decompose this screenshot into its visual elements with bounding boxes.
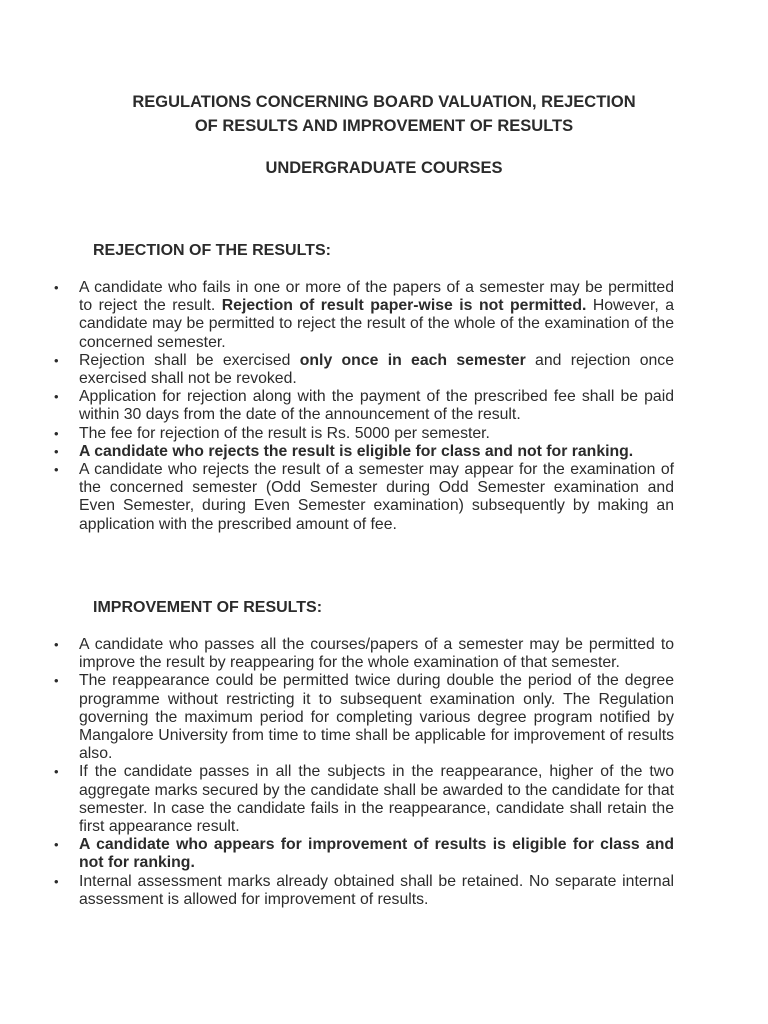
- rejection-heading: REJECTION OF THE RESULTS:: [93, 242, 331, 259]
- bullet-icon: •: [54, 462, 59, 478]
- list-item: • Application for rejection along with the payment of the prescribed fee shall be paid within 30 days from the date of the announcement of the result.: [54, 388, 674, 424]
- document-title: [90, 90, 678, 138]
- bullet-icon: •: [54, 352, 59, 368]
- bullet-icon: •: [54, 873, 59, 889]
- improvement-list: [0, 636, 674, 909]
- bullet-icon: •: [54, 425, 59, 441]
- bullet-icon: •: [54, 443, 59, 459]
- bullet-icon: •: [54, 280, 59, 295]
- list-item: • The reappearance could be permitted twice during double the period of the degree programme without restricting it to subsequent examination only. The Regulation governing the maximum period for completing various degree program notified by Mangalore University from time to time shall be applicable for improvement of results also.: [54, 672, 674, 763]
- list-item: • A candidate who appears for improvement of results is eligible for class and not for ranking.: [54, 836, 674, 872]
- bullet-icon: •: [54, 764, 59, 780]
- list-item: • A candidate who passes all the courses/papers of a semester may be permitted to improve the result by reappearing for the whole examination of that semester.: [54, 636, 674, 672]
- list-item: • Rejection shall be exercised only once in each semester and rejection once exercised shall not be revoked.: [54, 351, 674, 388]
- list-item: • The fee for rejection of the result is Rs. 5000 per semester.: [54, 424, 490, 442]
- document-subtitle: UNDERGRADUATE COURSES: [265, 159, 503, 177]
- title-line-2: OF RESULTS AND IMPROVEMENT OF RESULTS: [194, 117, 574, 135]
- improvement-heading: IMPROVEMENT OF RESULTS:: [93, 599, 323, 616]
- bullet-icon: •: [54, 637, 59, 652]
- list-item: • A candidate who rejects the result is eligible for class and not for ranking.: [54, 442, 634, 460]
- list-item: • A candidate who rejects the result of a semester may appear for the examination of the concerned semester (Odd Semester during Odd Semester examination and Even Semester, during Even Semester examination) subsequently by making an application with the prescribed amount of fee.: [54, 461, 674, 533]
- bullet-icon: •: [54, 389, 59, 405]
- list-item: • Internal assessment marks already obtained shall be retained. No separate internal assessment is allowed for improvement of results.: [54, 872, 674, 908]
- rejection-list: [0, 279, 674, 534]
- list-item: • A candidate who fails in one or more of the papers of a semester may be permitted to reject the result. Rejection of result paper-wise is not permitted. However, a candidate may be permitted to reject the result of the whole of the examination of the concerned semester.: [54, 279, 674, 351]
- title-line-1: REGULATIONS CONCERNING BOARD VALUATION, REJECTION: [132, 93, 636, 111]
- bullet-icon: •: [54, 837, 59, 853]
- bullet-icon: •: [54, 673, 59, 689]
- list-item: • If the candidate passes in all the subjects in the reappearance, higher of the two aggregate marks secured by the candidate shall be awarded to the candidate for that semester. In case the candidate fails in the reappearance, candidate shall retain the first appearance result.: [54, 763, 674, 836]
